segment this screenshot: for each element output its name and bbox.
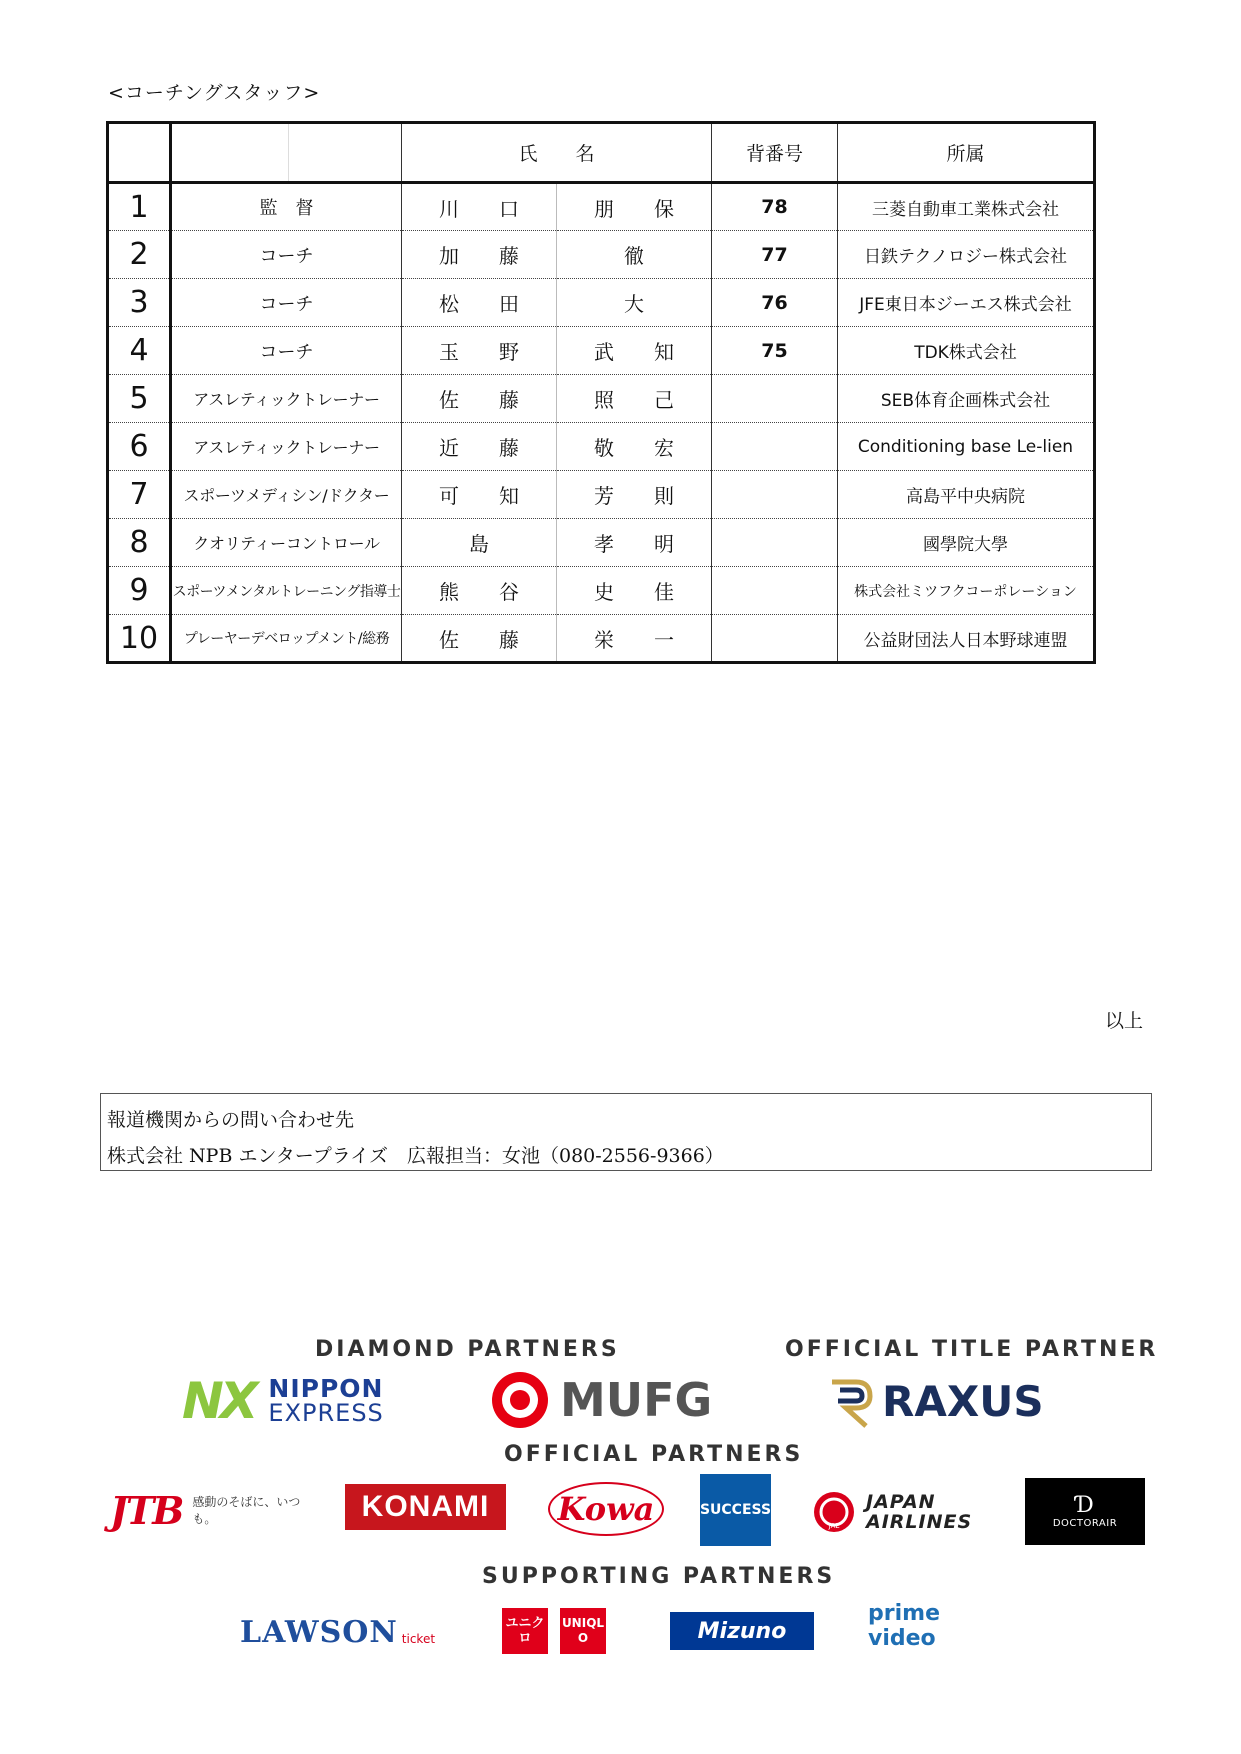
prime-video-logo — [868, 1601, 1008, 1651]
row-affiliation: Conditioning base Le-lien — [838, 423, 1095, 471]
row-role: プレーヤーデベロップメント/総務 — [171, 615, 402, 663]
official-partners-heading: OFFICIAL PARTNERS — [504, 1442, 804, 1467]
row-affiliation: 株式会社ミツフクコーポレーション — [838, 567, 1095, 615]
row-family-name: 松 田 — [402, 279, 557, 327]
row-affiliation: 公益財団法人日本野球連盟 — [838, 615, 1095, 663]
contact-heading: 報道機関からの問い合わせ先 — [107, 1109, 355, 1131]
row-family-name: 佐 藤 — [402, 615, 557, 663]
row-uniform-number: 78 — [712, 183, 838, 231]
row-uniform-number — [712, 471, 838, 519]
row-affiliation: 高島平中央病院 — [838, 471, 1095, 519]
row-affiliation: 日鉄テクノロジー株式会社 — [838, 231, 1095, 279]
row-uniform-number — [712, 519, 838, 567]
mizuno-logo — [670, 1612, 814, 1650]
row-role: アスレティックトレーナー — [171, 423, 402, 471]
raxus-logo — [826, 1372, 1046, 1430]
japan-airlines-logo — [812, 1490, 1002, 1534]
lawson-text: LAWSON — [240, 1614, 398, 1650]
mufg-text: MUFG — [560, 1373, 713, 1427]
header-no — [108, 123, 171, 183]
table-row — [108, 183, 1095, 231]
row-uniform-number — [712, 423, 838, 471]
jal-text-1: JAPAN — [866, 1491, 936, 1513]
row-given-name: 武 知 — [557, 327, 712, 375]
row-role: コーチ — [171, 327, 402, 375]
coaching-staff-table — [106, 121, 1096, 664]
nippon-express-logo — [182, 1372, 442, 1430]
row-no: 2 — [108, 231, 171, 279]
row-uniform-number — [712, 615, 838, 663]
row-role: スポーツメディシン/ドクター — [171, 471, 402, 519]
row-no: 4 — [108, 327, 171, 375]
row-uniform-number: 77 — [712, 231, 838, 279]
jal-crane-icon — [812, 1490, 856, 1534]
kowa-text: Kowa — [557, 1490, 655, 1528]
official-title-partner-heading: OFFICIAL TITLE PARTNER — [785, 1337, 1159, 1362]
row-uniform-number: 75 — [712, 327, 838, 375]
row-given-name: 史 佳 — [557, 567, 712, 615]
success-logo — [700, 1474, 771, 1546]
row-uniform-number — [712, 375, 838, 423]
row-no: 1 — [108, 183, 171, 231]
konami-text: KONAMI — [361, 1490, 490, 1523]
table-row — [108, 231, 1095, 279]
row-no: 10 — [108, 615, 171, 663]
row-role: コーチ — [171, 279, 402, 327]
row-given-name: 徹 — [557, 231, 712, 279]
header-number: 背番号 — [712, 123, 838, 183]
row-given-name: 敬 宏 — [557, 423, 712, 471]
row-affiliation: TDK株式会社 — [838, 327, 1095, 375]
row-affiliation: JFE東日本ジーエス株式会社 — [838, 279, 1095, 327]
jtb-text: JTB — [110, 1487, 183, 1533]
row-role: スポーツメンタルトレーニング指導士 — [171, 567, 402, 615]
jal-mark: JAL — [828, 1522, 840, 1530]
header-name: 氏 名 — [402, 123, 712, 183]
header-affiliation: 所属 — [838, 123, 1095, 183]
table-row — [108, 279, 1095, 327]
row-no: 6 — [108, 423, 171, 471]
lawson-ticket-text: ticket — [401, 1632, 436, 1646]
press-contact-box — [100, 1093, 1152, 1171]
row-no: 5 — [108, 375, 171, 423]
row-affiliation: SEB体育企画株式会社 — [838, 375, 1095, 423]
row-no: 9 — [108, 567, 171, 615]
row-family-name: 近 藤 — [402, 423, 557, 471]
row-given-name: 大 — [557, 279, 712, 327]
header-role — [171, 123, 402, 183]
row-role: アスレティックトレーナー — [171, 375, 402, 423]
jal-text-2: AIRLINES — [866, 1511, 973, 1533]
nx-mark: NX — [182, 1372, 255, 1430]
diamond-partners-heading: DIAMOND PARTNERS — [315, 1337, 620, 1362]
row-uniform-number: 76 — [712, 279, 838, 327]
contact-details: 株式会社 NPB エンタープライズ 広報担当：女池（080-2556-9366） — [107, 1145, 724, 1167]
row-given-name: 芳 則 — [557, 471, 712, 519]
mufg-symbol-icon — [490, 1370, 550, 1430]
jtb-tagline: 感動のそばに、いつも。 — [192, 1495, 301, 1526]
doctorair-text: DOCTORAIR — [1052, 1518, 1118, 1529]
supporting-partners-heading: SUPPORTING PARTNERS — [482, 1564, 836, 1589]
doctorair-logo — [1025, 1478, 1145, 1545]
lawson-ticket-logo — [240, 1612, 440, 1652]
row-family-name: 加 藤 — [402, 231, 557, 279]
table-row — [108, 423, 1095, 471]
table-row — [108, 519, 1095, 567]
raxus-text: RAXUS — [882, 1376, 1044, 1426]
row-role: クオリティーコントロール — [171, 519, 402, 567]
row-family-name: 佐 藤 — [402, 375, 557, 423]
table-row — [108, 375, 1095, 423]
row-no: 7 — [108, 471, 171, 519]
row-given-name: 照 己 — [557, 375, 712, 423]
row-role: 監 督 — [171, 183, 402, 231]
closing-text: 以上 — [1105, 1010, 1144, 1032]
row-family-name: 島 — [402, 519, 557, 567]
prime-video-text: prime video — [868, 1601, 940, 1651]
row-family-name: 川 口 — [402, 183, 557, 231]
row-family-name: 可 知 — [402, 471, 557, 519]
row-given-name: 孝 明 — [557, 519, 712, 567]
table-row — [108, 615, 1095, 663]
jtb-logo — [110, 1486, 310, 1534]
raxus-symbol-icon — [826, 1374, 878, 1428]
uniqlo-en-text: UNIQLO — [560, 1608, 606, 1654]
konami-logo — [345, 1484, 506, 1530]
row-affiliation: 國學院大學 — [838, 519, 1095, 567]
row-no: 8 — [108, 519, 171, 567]
row-affiliation: 三菱自動車工業株式会社 — [838, 183, 1095, 231]
success-text: SUCCESS — [699, 1502, 772, 1518]
row-role: コーチ — [171, 231, 402, 279]
kowa-logo — [548, 1482, 664, 1536]
table-row — [108, 327, 1095, 375]
table-row — [108, 567, 1095, 615]
uniqlo-logo — [502, 1608, 606, 1654]
row-family-name: 玉 野 — [402, 327, 557, 375]
row-given-name: 朋 保 — [557, 183, 712, 231]
section-title: <コーチングスタッフ> — [108, 82, 321, 104]
doctorair-d-icon: Ɗ — [1076, 1493, 1094, 1518]
table-row — [108, 471, 1095, 519]
row-family-name: 熊 谷 — [402, 567, 557, 615]
row-uniform-number — [712, 567, 838, 615]
uniqlo-jp-text: ユニクロ — [502, 1608, 548, 1654]
row-given-name: 栄 一 — [557, 615, 712, 663]
nx-text-2: EXPRESS — [268, 1399, 384, 1427]
row-no: 3 — [108, 279, 171, 327]
mufg-logo — [490, 1370, 720, 1430]
mizuno-text: Mizuno — [697, 1618, 787, 1644]
table-header-row — [108, 123, 1095, 183]
nx-text-1: NIPPON — [268, 1374, 384, 1403]
